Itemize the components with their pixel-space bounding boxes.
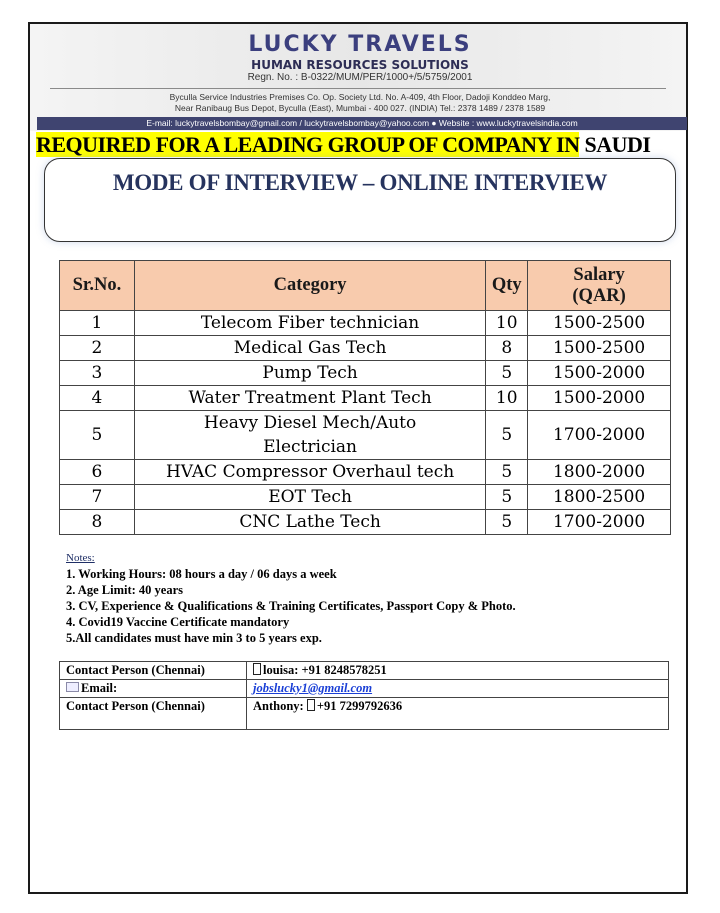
contact-label bbox=[60, 680, 247, 698]
contact-phone-anthony: +91 7299792636 bbox=[316, 699, 403, 713]
mail-icon bbox=[66, 682, 79, 692]
cell-sr: 1 bbox=[60, 311, 135, 336]
cell-sr: 5 bbox=[60, 411, 135, 460]
contact-row bbox=[60, 680, 669, 698]
note-item: 4. Covid19 Vaccine Certificate mandatory bbox=[66, 615, 290, 629]
brand-name: LUCKY TRAVELS bbox=[248, 32, 472, 57]
notes-title: Notes: bbox=[66, 552, 95, 564]
cell-qty: 5 bbox=[486, 460, 528, 485]
table-row bbox=[60, 386, 671, 411]
email-label: Email: bbox=[81, 681, 118, 695]
cell-salary: 1800-2500 bbox=[528, 485, 671, 510]
divider bbox=[50, 88, 666, 89]
address-line-1: Byculla Service Industries Premises Co. Op. Society Ltd. No. A-409, 4th Floor, Dadoji Konddeo Marg, bbox=[169, 92, 551, 102]
table-row bbox=[60, 485, 671, 510]
cell-salary: 1800-2000 bbox=[528, 460, 671, 485]
contact-value bbox=[247, 698, 669, 730]
table-row bbox=[60, 460, 671, 485]
contact-bar: E-mail: luckytravelsbombay@gmail.com / luckytravelsbombay@yahoo.com ● Website : www.luckytravelsindia.com bbox=[37, 117, 687, 130]
jobs-table bbox=[59, 260, 671, 535]
cell-sr: 4 bbox=[60, 386, 135, 411]
contact-row bbox=[60, 698, 669, 730]
table-row bbox=[60, 311, 671, 336]
header-category: Category bbox=[134, 261, 485, 311]
cell-sr: 6 bbox=[60, 460, 135, 485]
cell-category: Pump Tech bbox=[134, 361, 485, 386]
required-country: SAUDI bbox=[579, 132, 651, 157]
cell-salary: 1500-2500 bbox=[528, 311, 671, 336]
table-row bbox=[60, 510, 671, 535]
cell-sr: 3 bbox=[60, 361, 135, 386]
table-row bbox=[60, 361, 671, 386]
cell-salary: 1500-2000 bbox=[528, 361, 671, 386]
cell-category-l1: Heavy Diesel Mech/Auto bbox=[203, 413, 417, 433]
brand-subtitle: HUMAN RESOURCES SOLUTIONS bbox=[251, 58, 469, 72]
contact-phone-louisa: louisa: +91 8248578251 bbox=[263, 663, 387, 677]
cell-qty: 5 bbox=[486, 485, 528, 510]
cell-qty: 8 bbox=[486, 336, 528, 361]
note-item: 2. Age Limit: 40 years bbox=[66, 583, 183, 597]
table-header-row bbox=[60, 261, 671, 311]
cell-qty: 5 bbox=[486, 361, 528, 386]
cell-sr: 2 bbox=[60, 336, 135, 361]
note-item: 3. CV, Experience & Qualifications & Training Certificates, Passport Copy & Photo. bbox=[66, 599, 516, 613]
header-salary-l2: (QAR) bbox=[572, 285, 626, 306]
cell-salary: 1700-2000 bbox=[528, 510, 671, 535]
note-item: 5.All candidates must have min 3 to 5 years exp. bbox=[66, 631, 322, 645]
interview-mode-title: MODE OF INTERVIEW – ONLINE INTERVIEW bbox=[112, 170, 608, 195]
header-sr: Sr.No. bbox=[60, 261, 135, 311]
cell-sr: 8 bbox=[60, 510, 135, 535]
cell-salary: 1500-2500 bbox=[528, 336, 671, 361]
cell-category: EOT Tech bbox=[134, 485, 485, 510]
header-qty: Qty bbox=[486, 261, 528, 311]
contact-value bbox=[247, 662, 669, 680]
cell-salary: 1700-2000 bbox=[528, 411, 671, 460]
contact-row bbox=[60, 662, 669, 680]
cell-qty: 10 bbox=[486, 386, 528, 411]
cell-salary: 1500-2000 bbox=[528, 386, 671, 411]
registration-number: Regn. No. : B-0322/MUM/PER/1000+/5/5759/2001 bbox=[247, 72, 473, 83]
contact-name-anthony: Anthony: bbox=[253, 699, 307, 713]
email-link[interactable]: jobslucky1@gmail.com bbox=[253, 681, 373, 695]
cell-qty: 5 bbox=[486, 411, 528, 460]
cell-sr: 7 bbox=[60, 485, 135, 510]
header-salary-l1: Salary bbox=[573, 264, 625, 285]
table-row bbox=[60, 411, 671, 460]
address-line-2: Near Ranibaug Bus Depot, Byculla (East), Mumbai - 400 027. (INDIA) Tel.: 2378 1489 / 2378 1589 bbox=[174, 103, 546, 113]
cell-category: CNC Lathe Tech bbox=[134, 510, 485, 535]
cell-category: HVAC Compressor Overhaul tech bbox=[134, 460, 485, 485]
note-item: 1. Working Hours: 08 hours a day / 06 days a week bbox=[66, 567, 337, 581]
phone-icon bbox=[307, 699, 315, 711]
cell-category bbox=[134, 411, 485, 460]
table-row bbox=[60, 336, 671, 361]
contact-table bbox=[59, 661, 669, 730]
notes-section bbox=[66, 550, 516, 646]
cell-category: Telecom Fiber technician bbox=[134, 311, 485, 336]
contact-value bbox=[247, 680, 669, 698]
contact-label: Contact Person (Chennai) bbox=[60, 698, 247, 730]
cell-category-l2: Electrician bbox=[263, 437, 358, 457]
required-banner bbox=[36, 132, 688, 158]
contact-label: Contact Person (Chennai) bbox=[60, 662, 247, 680]
header-salary bbox=[528, 261, 671, 311]
cell-category: Medical Gas Tech bbox=[134, 336, 485, 361]
cell-qty: 10 bbox=[486, 311, 528, 336]
phone-icon bbox=[253, 663, 261, 675]
cell-category: Water Treatment Plant Tech bbox=[134, 386, 485, 411]
cell-qty: 5 bbox=[486, 510, 528, 535]
required-highlight: REQUIRED FOR A LEADING GROUP OF COMPANY IN bbox=[36, 132, 580, 157]
